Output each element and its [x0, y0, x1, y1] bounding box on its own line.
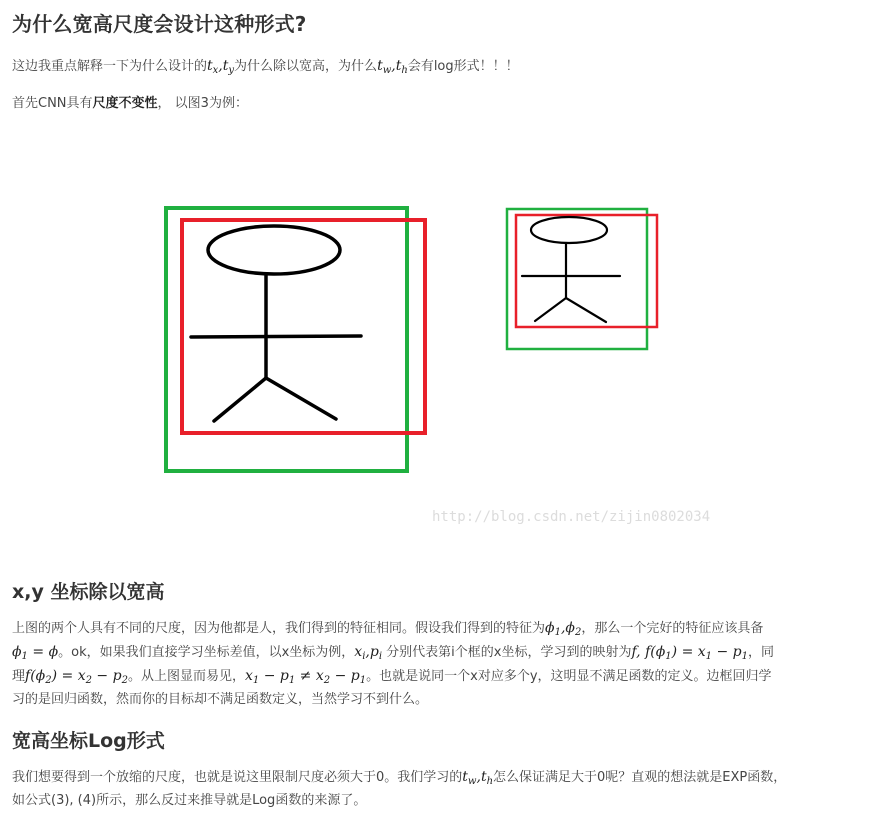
math-mapping-f1: f, $f(\phi_1) = x_1 - p_1$ [631, 644, 749, 662]
math-tw-th: $t_w,t_h$ [377, 58, 408, 76]
math-xi-pi: $x_i,p_i$ [354, 644, 383, 662]
math-tx-ty: $t_x,t_y$ [207, 58, 235, 76]
small-stick-figure [522, 217, 620, 322]
math-phi1-phi2: $\phi_1,\phi_2$ [545, 620, 582, 638]
large-right-leg [266, 378, 336, 419]
large-head [208, 226, 340, 274]
watermark-text: http://blog.csdn.net/zijin0802034 [432, 509, 711, 525]
math-mapping-f2: $f(\phi_2) = x_2 - p_2$ [25, 668, 128, 686]
section1-line-3: 理$f(\phi_2) = x_2 - p_2$。从上图显而易见，$x_1 - p_1 \ne x_2 - p_1$。也就是说同一个x对应多个y，这明显不满足函数的定义。边框回归学 [12, 668, 772, 686]
section-heading-log: 宽高坐标Log形式 [12, 730, 165, 752]
math-tw-th-2: $t_w,t_h$ [462, 769, 494, 787]
large-left-leg [214, 378, 266, 421]
small-head [531, 217, 607, 243]
intro-paragraph-1: 这边我重点解释一下为什么设计的$t_x,t_y$为什么除以宽高，为什么$t_w,t_h$会有log形式！！！ [12, 58, 519, 76]
large-arms [191, 336, 361, 337]
math-inequality: $x_1 - p_1 \ne x_2 - p_1$ [244, 668, 367, 686]
small-left-leg [535, 298, 566, 321]
stick-figure-illustration [0, 190, 876, 540]
section1-line-2: $\phi_1 = \phi$。ok，如果我们直接学习坐标差值，以x坐标为例，$x_i,p_i$ 分别代表第i个框的x坐标，学习到的映射为f, $f(\phi_1) = x_1 - p_1$，同 [12, 644, 775, 662]
page-title: 为什么宽高尺度会设计这种形式? [12, 12, 307, 36]
section2-line-1: 我们想要得到一个放缩的尺度，也就是说这里限制尺度必须大于0。我们学习的$t_w,t_h$怎么保证满足大于0呢？直观的想法就是EXP函数， [12, 769, 787, 787]
large-stick-figure [191, 226, 361, 421]
section-heading-xy: x,y 坐标除以宽高 [12, 581, 165, 603]
small-right-leg [566, 298, 606, 322]
intro-paragraph-2: 首先CNN具有尺度不变性， 以图3为例： [12, 96, 248, 111]
section2-line-2: 如公式(3), (4)所示，那么反过来推导就是Log函数的来源了。 [12, 793, 367, 808]
section1-line-4: 习的是回归函数，然而你的目标却不满足函数定义，当然学习不到什么。 [12, 692, 429, 707]
bold-term: 尺度不变性 [92, 96, 158, 111]
math-phi1-eq-phi: $\phi_1 = \phi$ [12, 644, 59, 662]
section1-line-1: 上图的两个人具有不同的尺度，因为他都是人，我们得到的特征相同。假设我们得到的特征为$\phi_1,\phi_2$，那么一个完好的特征应该具备 [12, 620, 764, 638]
